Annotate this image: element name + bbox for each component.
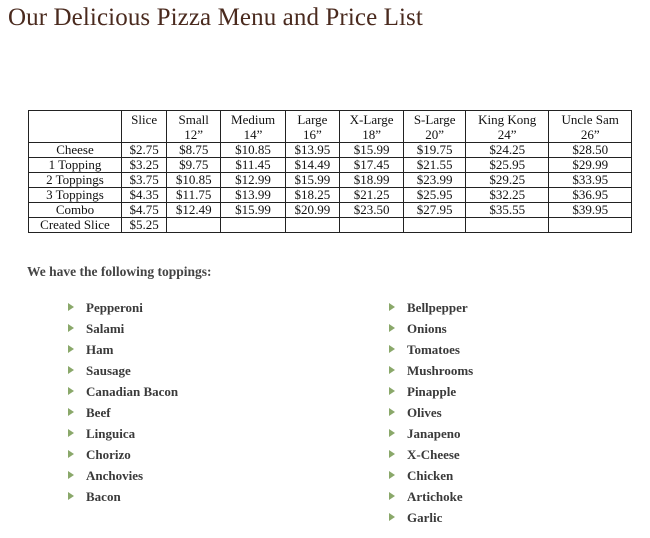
topping-name: Salami (86, 321, 125, 336)
topping-item (389, 509, 473, 530)
price-cell: $18.99 (339, 173, 404, 188)
table-corner-cell (29, 111, 122, 143)
price-cell: $3.25 (122, 158, 167, 173)
topping-name: Beef (86, 405, 111, 420)
topping-name: Canadian Bacon (86, 384, 179, 399)
topping-item (389, 425, 473, 446)
price-cell: $15.99 (221, 203, 286, 218)
table-row (29, 188, 632, 203)
price-cell: $12.49 (167, 203, 221, 218)
price-cell (285, 218, 339, 233)
bullet-arrow-icon (68, 408, 74, 416)
price-cell: $24.25 (465, 143, 548, 158)
topping-item (389, 362, 473, 383)
topping-name: Mushrooms (407, 363, 474, 378)
bullet-arrow-icon (389, 492, 395, 500)
price-cell: $20.99 (285, 203, 339, 218)
bullet-arrow-icon (389, 429, 395, 437)
column-name: X-Large (349, 112, 394, 127)
table-header-row (29, 111, 632, 143)
price-cell: $17.45 (339, 158, 404, 173)
price-cell: $25.95 (465, 158, 548, 173)
table-row (29, 158, 632, 173)
row-label: Created Slice (29, 218, 122, 233)
topping-item (68, 425, 178, 446)
topping-item (389, 341, 473, 362)
price-cell: $4.35 (122, 188, 167, 203)
price-cell: $29.25 (465, 173, 548, 188)
price-cell: $29.99 (549, 158, 632, 173)
topping-name: Garlic (407, 510, 443, 525)
topping-item (389, 404, 473, 425)
column-size: 16” (303, 127, 322, 142)
bullet-arrow-icon (389, 345, 395, 353)
topping-name: Olives (407, 405, 442, 420)
column-header (549, 111, 632, 143)
price-cell: $36.95 (549, 188, 632, 203)
bullet-arrow-icon (68, 387, 74, 395)
price-cell (465, 218, 548, 233)
column-name: King Kong (478, 112, 537, 127)
price-cell: $32.25 (465, 188, 548, 203)
price-cell: $21.55 (404, 158, 466, 173)
bullet-arrow-icon (68, 324, 74, 332)
price-cell (167, 218, 221, 233)
topping-name: Bellpepper (407, 300, 468, 315)
column-header (221, 111, 286, 143)
column-name: Medium (231, 112, 276, 127)
toppings-heading: We have the following toppings: (27, 264, 212, 279)
price-cell: $18.25 (285, 188, 339, 203)
bullet-arrow-icon (68, 492, 74, 500)
column-size: 18” (362, 127, 381, 142)
topping-item (68, 362, 178, 383)
bullet-arrow-icon (68, 303, 74, 311)
row-label: 1 Topping (29, 158, 122, 173)
table-row (29, 218, 632, 233)
topping-item (389, 446, 473, 467)
price-cell: $5.25 (122, 218, 167, 233)
row-label: 3 Toppings (29, 188, 122, 203)
bullet-arrow-icon (389, 303, 395, 311)
topping-item (68, 467, 178, 488)
column-name: Slice (131, 112, 158, 127)
table-row (29, 203, 632, 218)
row-label: Combo (29, 203, 122, 218)
toppings-list-right (389, 299, 473, 530)
topping-name: X-Cheese (407, 447, 460, 462)
column-size: 26” (580, 127, 600, 142)
price-cell: $13.95 (285, 143, 339, 158)
column-header (285, 111, 339, 143)
bullet-arrow-icon (389, 513, 395, 521)
topping-item (68, 299, 178, 320)
bullet-arrow-icon (389, 324, 395, 332)
price-cell (549, 218, 632, 233)
column-size: 20” (425, 127, 445, 142)
column-header (404, 111, 466, 143)
price-cell: $10.85 (221, 143, 286, 158)
topping-name: Pinapple (407, 384, 457, 399)
price-cell: $13.99 (221, 188, 286, 203)
page-title: Our Delicious Pizza Menu and Price List (8, 4, 423, 31)
bullet-arrow-icon (389, 450, 395, 458)
price-cell: $9.75 (167, 158, 221, 173)
price-cell: $15.99 (285, 173, 339, 188)
row-label: 2 Toppings (29, 173, 122, 188)
column-size: 24” (497, 127, 517, 142)
price-cell: $12.99 (221, 173, 286, 188)
column-name: Large (297, 112, 328, 127)
bullet-arrow-icon (389, 471, 395, 479)
price-cell: $21.25 (339, 188, 404, 203)
topping-item (68, 488, 178, 509)
table-row (29, 173, 632, 188)
topping-name: Bacon (86, 489, 121, 504)
price-cell: $19.75 (404, 143, 466, 158)
topping-item (389, 488, 473, 509)
price-cell: $11.45 (221, 158, 286, 173)
price-table (28, 110, 632, 233)
column-header (167, 111, 221, 143)
price-cell: $11.75 (167, 188, 221, 203)
bullet-arrow-icon (389, 408, 395, 416)
price-cell (221, 218, 286, 233)
bullet-arrow-icon (68, 345, 74, 353)
price-cell: $39.95 (549, 203, 632, 218)
price-cell (404, 218, 466, 233)
price-cell: $27.95 (404, 203, 466, 218)
price-cell: $23.99 (404, 173, 466, 188)
topping-name: Sausage (86, 363, 131, 378)
price-cell: $8.75 (167, 143, 221, 158)
column-name: S-Large (413, 112, 456, 127)
topping-name: Pepperoni (86, 300, 143, 315)
bullet-arrow-icon (68, 471, 74, 479)
topping-item (68, 383, 178, 404)
topping-name: Chorizo (86, 447, 131, 462)
price-cell: $4.75 (122, 203, 167, 218)
price-cell: $25.95 (404, 188, 466, 203)
topping-name: Onions (407, 321, 447, 336)
table-row (29, 143, 632, 158)
topping-item (389, 299, 473, 320)
topping-name: Ham (86, 342, 114, 357)
topping-item (389, 467, 473, 488)
topping-item (389, 320, 473, 341)
bullet-arrow-icon (68, 429, 74, 437)
bullet-arrow-icon (68, 366, 74, 374)
topping-item (68, 320, 178, 341)
price-cell: $33.95 (549, 173, 632, 188)
price-cell: $2.75 (122, 143, 167, 158)
price-cell: $28.50 (549, 143, 632, 158)
column-size: 12” (184, 127, 204, 142)
topping-item (68, 341, 178, 362)
price-cell: $35.55 (465, 203, 548, 218)
price-cell: $3.75 (122, 173, 167, 188)
bullet-arrow-icon (389, 366, 395, 374)
topping-name: Janapeno (407, 426, 461, 441)
topping-item (389, 383, 473, 404)
toppings-list-left (68, 299, 178, 509)
price-cell: $10.85 (167, 173, 221, 188)
topping-name: Anchovies (86, 468, 144, 483)
column-name: Small (178, 112, 209, 127)
topping-name: Linguica (86, 426, 136, 441)
column-header (465, 111, 548, 143)
column-name: Uncle Sam (561, 112, 619, 127)
topping-item (68, 404, 178, 425)
bullet-arrow-icon (389, 387, 395, 395)
bullet-arrow-icon (68, 450, 74, 458)
table-body (29, 143, 632, 233)
price-cell: $23.50 (339, 203, 404, 218)
column-size: 14” (243, 127, 263, 142)
topping-name: Artichoke (407, 489, 463, 504)
column-header (122, 111, 167, 143)
topping-name: Tomatoes (407, 342, 460, 357)
price-cell: $15.99 (339, 143, 404, 158)
price-cell: $14.49 (285, 158, 339, 173)
row-label: Cheese (29, 143, 122, 158)
price-cell (339, 218, 404, 233)
topping-name: Chicken (407, 468, 454, 483)
column-header (339, 111, 404, 143)
topping-item (68, 446, 178, 467)
